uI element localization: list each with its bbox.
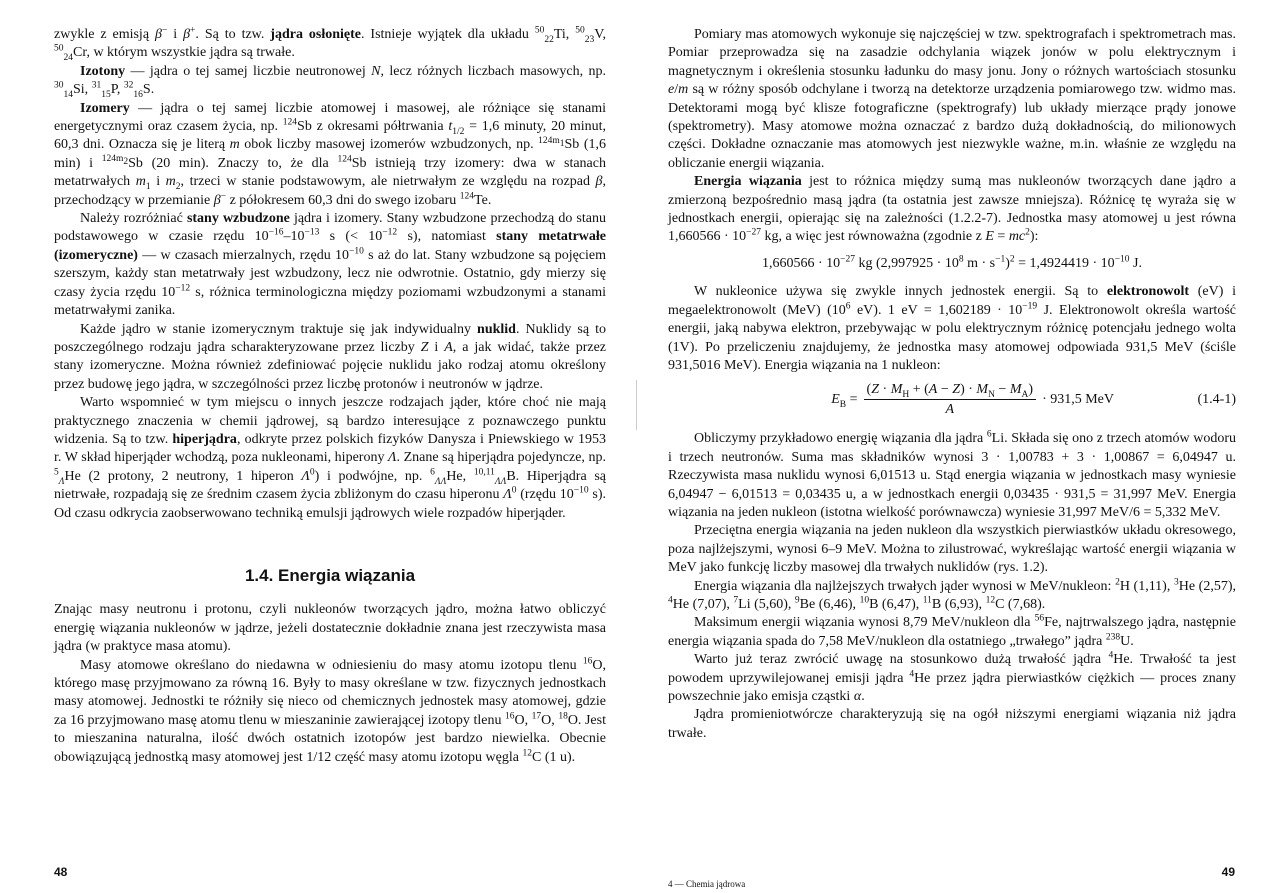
left-paragraphs <box>54 26 606 523</box>
formula-rhs: · 931,5 MeV <box>1042 391 1114 407</box>
paragraph-r1: Pomiary mas atomowych wykonuje się najczęściej w tzw. spektrografach i spektrometrach mas. Pomiar przeprowadza się na zasadzie odchylania wiązek jonów w polu elektrycznym i magnetycznym i określenia stosunku ładunku do masy jonu. Jony o różnych wartościach stosunku e/m są w różny sposób odchylane i tworzą na detektorze urządzenia pomiarowego tzw. widmo mas. Detektorami mogą być klisze fotograficzne (spektrografy) lub układy mierzące prądy jonowe (spektrometry). Masy atomowe można oznaczać z bardzo dużą dokładnością, do milionowych części. Dokładne oznaczanie mas atomowych jest niezwykle ważne, m.in. właśnie ze względu na obliczanie energii wiązania. <box>668 27 1236 171</box>
paragraph-r7: Maksimum energii wiązania wynosi 8,79 MeV/nukleon dla $^{56}$Fe, najtrwalszego jądra, następnie energia wiązania spada do 7,58 MeV/nukleon dla ostatniego „trwałego” jądra $^{238}$U. <box>668 613 1236 649</box>
paragraph-l5: Każde jądro w stanie izomerycznym traktuje się jak indywidualny nuklid. Nuklidy są to poszczególnego rodzaju jądra scharakteryzowane przez liczby Z i A, a jak widać, także przez stany izomeryczne. Można również zdefiniować pojęcie nuklidu jako rodzaj atomu określony przez budowę jego jądra, w szczególności przez liczbę protonów i neutronów w jądrze. <box>54 321 606 392</box>
paragraph-r4: Obliczymy przykładowo energię wiązania dla jądra $^6$Li. Składa się ono z trzech atomów wodoru i trzech neutronów. Suma mas składników wynosi 3 · 1,00783 + 3 · 1,00867 = 6,04947 u. Rzeczywista masa nuklidu wynosi 6,01513 u. Stąd energia wiązania w jednostkach masy wyniesie 6,04947 − 6,01513 = 0,03435 u, a w jednostkach energii 0,03435 · 931,5 = 31,997 MeV. Energia wiązania na jeden nukleon (istotna wielkość porównawcza) wyniesie 31,997 MeV/6 = 5,332 MeV. <box>668 429 1236 520</box>
page-number-left: 48 <box>54 865 68 879</box>
left-paragraphs-after <box>54 601 606 767</box>
paragraph-l4: Należy rozróżniać stany wzbudzone jądra i izomery. Stany wzbudzone przechodzą do stanu podstawowego w czasie rzędu $10^{-16}-10^{-13}$ s (< $10^{-12}$ s), natomiast stany metatrwałe (izomeryczne) — w czasach mierzalnych, rzędu $10^{-10}$ s aż do lat. Stany wzbudzone są pojęciem szerszym, każdy stan metatrwały jest wzbudzony, lecz nie odwrotnie. Ostatnio, gdy mierzy się czasy życia rzędu $10^{-12}$ s, różnica terminologiczna między poziomami wzbudzonymi a stanami metatrwałymi zanika. <box>54 211 607 319</box>
paragraph-l1: zwykle z emisją β− i β+. Są to tzw. jądra osłonięte. Istnieje wyjątek dla układu $^{50}_{22}$Ti, $^{50}_{23}$V, $^{50}_{24}$Cr, w którym wszystkie jądra są trwałe. <box>54 25 607 64</box>
paragraph-l6: Warto wspomnieć w tym miejscu o innych jeszcze rodzajach jąder, które choć nie mają praktycznego znaczenia w chemii jądrowej, są bardzo interesujące z poznawczego punktu widzenia. Są to tzw. hiperjądra, odkryte przez polskich fizyków Danysza i Pniewskiego w 1953 r. W skład hiperjąder wchodzą, poza nukleonami, hiperony Λ. Znane są hiperjądra pojedyncze, np. $^5_\Lambda$He (2 protony, 2 neutrony, 1 hiperon $\Lambda^0$) i podwójne, np. $^6_{\Lambda\Lambda}$He, $^{10,11}_{\Lambda\Lambda}$B. Hiperjądra są nietrwałe, rozpadają się ze średnim czasem życia zbliżonym do czasu hiperonu $\Lambda^0$ (rzędu $10^{-10}$ s). Od czasu odkrycia zaobserwowano techniką emulsji jądrowych wiele rozpadów hiperjąder. <box>54 395 607 521</box>
right-paragraphs-after <box>668 430 1236 743</box>
formula-fraction <box>864 381 1037 418</box>
right-paragraphs-mid <box>668 283 1236 375</box>
formula-number: (1.4-1) <box>1197 391 1236 407</box>
section-heading: 1.4. Energia wiązania <box>244 565 416 585</box>
paragraph-l2: Izotony — jądra o tej samej liczbie neutronowej N, lecz różnych liczbach masowych, np. $^{30}_{14}$Si, $^{31}_{15}$P, $^{32}_{16}$S. <box>54 63 606 101</box>
paragraph-r3: W nukleonice używa się zwykle innych jednostek energii. Są to elektronowolt (eV) i megaelektronowolt (MeV) ($10^6$ eV). 1 eV = $1,602189 \cdot 10^{-19}$ J. Elektronowolt określa wartość energii, jaką nabywa elektron, przebywając w polu elektrycznym różnicę potencjału jednego wolta (1V). Po przeliczeniu znajdujemy, że jednostka masy atomowej odpowiada 931,5 MeV (ściśle 931,5016 MeV). Energia wiązania na 1 nukleon: <box>668 284 1236 373</box>
left-text-column <box>54 26 606 767</box>
gutter-divider <box>636 380 637 430</box>
formula-lhs: $E_B$ = <box>831 391 858 410</box>
footer-note: 4 — Chemia jądrowa <box>668 879 746 889</box>
equation-mass-energy: $1,660566 \cdot 10^{-27}$ kg ($2,997925 \cdot 10^8$ $m \cdot s^{-1})^2 = 1,4924419 \cdot 10^{-10}$ J. <box>761 254 1142 271</box>
paragraph-l3: Izomery — jądra o tej samej liczbie atomowej i masowej, ale różniące się stanami energetycznymi oraz czasem życia, np. $^{124}$Sb z okresami półtrwania $t_{1/2} = 1,6$ minuty, 20 minut, 60,3 dni. Oznacza się je literą m obok liczby masowej izomerów wzbudzonych, np. $^{124m_1}$Sb (1,6 min) i $^{124m_2}$Sb (20 min). Znaczy to, że dla $^{124}$Sb istnieją trzy izomery: dwa w stanach metatrwałych $m_1$ i $m_2$, trzeci w stanie podstawowym, ale nietrwałym ze względu na rozpad β, przechodzący w przemianie β− z półokresem 60,3 dni do swego izobaru $^{124}$Te. <box>54 100 607 208</box>
page-number-right: 49 <box>1221 865 1235 879</box>
paragraph-l8: Masy atomowe określano do niedawna w odniesieniu do masy atomu izotopu tlenu $^{16}$O, którego masę przyjmowano za równą 16. Były to masy określane w tzw. fizycznych jednostkach masy atomowej. Jednostki te różniły się nieco od chemicznych jednostek masy atomowej, gdzie za 16 przyjmowano masę atomu tlenu w mieszaninie zawierającej izotopy tlenu $^{16}$O, $^{17}$O, $^{18}$O. Jest to mieszanina naturalna, ilość dwóch ostatnich izotopów jest bardzo niewielka. Obecnie obowiązującą jednostką masy atomowej jest 1/12 część masy atomu izotopu węgla $^{12}$C (1 u). <box>54 655 606 765</box>
formula-numerator: $(Z \cdot M_H + (A - Z) \cdot M_N - M_A)$ <box>864 381 1037 400</box>
paragraph-r2: Energia wiązania jest to różnica między sumą mas nukleonów tworzących dane jądro a zmierzoną bezpośrednio masą jądra (ta ostatnia jest zawsze mniejsza). Różnicę tę wyraża się w jednostkach energii, opierając się na zależności (1.2.2-7). Jednostka masy atomowej u jest równa $1,660566 \cdot 10^{-27}$ kg, a więc jest równoważna (zgodnie z $E = mc^2$): <box>668 174 1236 245</box>
paragraph-r6: Energia wiązania dla najlżejszych trwałych jąder wynosi w MeV/nukleon: $^2$H (1,11), $^3$He (2,57), $^4$He (7,07), $^7$Li (5,60), $^9$Be (6,46), $^{10}$B (6,47), $^{11}$B (6,93), $^{12}$C (7,68). <box>668 576 1236 612</box>
paragraph-r9: Jądra promieniotwórcze charakteryzują się na ogół niższymi energiami wiązania niż jądra trwałe. <box>668 707 1236 741</box>
paragraph-r8: Warto już teraz zwrócić uwagę na stosunkowo dużą trwałość jądra $^4$He. Trwałość ta jest powodem uprzywilejowanej emisji jądra $^4$He przez jądra pierwiastków ciężkich — proces znany powszechnie jako emisja cząstki α. <box>668 650 1236 704</box>
right-page <box>640 0 1263 893</box>
paragraph-l7: Znając masy neutronu i protonu, czyli nukleonów tworzących jądro, można łatwo obliczyć energię wiązania nukleonów w jądrze, jeżeli dostatecznie dokładnie znana jest rzeczywista masa jądra (w praktyce masa atomu). <box>54 602 606 655</box>
formula-denominator: A <box>945 402 955 418</box>
right-paragraphs <box>668 26 1236 247</box>
right-text-column <box>668 26 1236 743</box>
formula-binding-energy <box>668 381 1236 418</box>
paragraph-r5: Przeciętna energia wiązania na jeden nukleon dla wszystkich pierwiastków układu okresowego, poza najlżejszymi, wynosi 6–9 MeV. Można to zilustrować, wykreślając wartość energii wiązania w MeV jako funkcję liczby masowej dla trwałych nuklidów (rys. 1.2). <box>668 523 1236 576</box>
left-page <box>0 0 630 893</box>
